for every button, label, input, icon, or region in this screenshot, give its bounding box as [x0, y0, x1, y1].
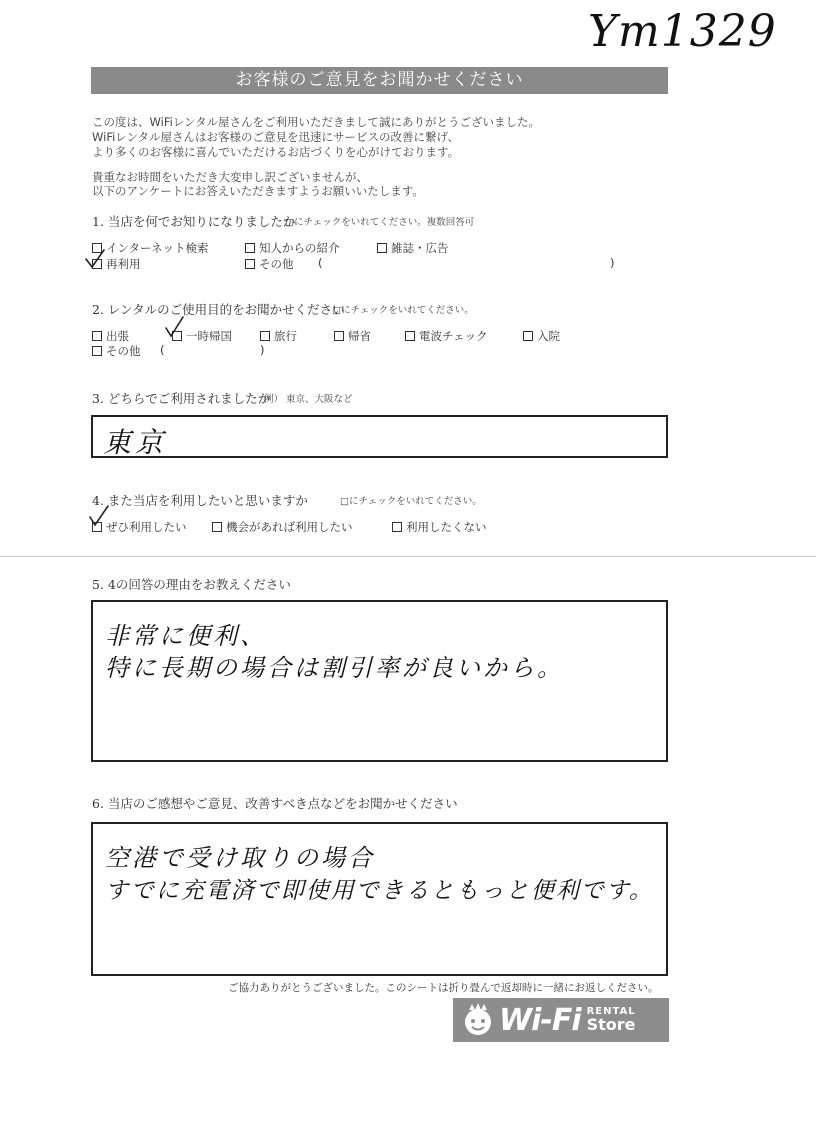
q4-option-no[interactable]: 利用したくない: [392, 519, 487, 535]
q6-answer-box[interactable]: [91, 822, 668, 976]
checkbox[interactable]: [523, 331, 533, 341]
q1-option-referral[interactable]: 知人からの紹介: [245, 240, 340, 256]
intro-line-2: WiFiレンタル屋さんはお客様のご意見を迅速にサービスの改善に繋げ、: [92, 130, 460, 144]
q6-answer-line-2: すでに充電済で即使用できるともっと便利です。: [105, 878, 654, 904]
brand-logo: [453, 998, 669, 1042]
checkbox[interactable]: [392, 522, 402, 532]
q2-option-other[interactable]: その他: [92, 343, 141, 359]
q4-hint: □にチェックをいれてください。: [340, 496, 482, 507]
q2-option-business[interactable]: 出張: [92, 328, 129, 344]
checkbox[interactable]: [405, 331, 415, 341]
q1-option-internet[interactable]: インターネット検索: [92, 240, 208, 256]
q2-title: 2. レンタルのご使用目的をお聞かせください: [92, 302, 345, 317]
q1-title: 1. 当店を何でお知りになりましたか: [92, 214, 296, 229]
q2-option-temporary-return[interactable]: 一時帰国: [172, 328, 232, 344]
checkbox[interactable]: [245, 259, 255, 269]
intro-line-5: 以下のアンケートにお答えいただきますようお願いいたします。: [92, 184, 424, 198]
logo-subtext: [587, 1007, 636, 1033]
q2-option-travel[interactable]: 旅行: [260, 328, 297, 344]
q3-title: 3. どちらでご利用されましたか: [92, 391, 271, 406]
check-mark-icon: [88, 505, 110, 527]
q2-option-hospital[interactable]: 入院: [523, 328, 560, 344]
mascot-icon: [459, 1001, 497, 1039]
check-mark-icon: [84, 248, 106, 270]
checkbox[interactable]: [245, 243, 255, 253]
q1-option-other[interactable]: その他: [245, 256, 294, 272]
q4-option-if-chance[interactable]: 機会があれば利用したい: [212, 519, 353, 535]
q3-hint: 例） 東京、大阪など: [264, 394, 353, 405]
q6-answer-line-1: 空港で受け取りの場合: [105, 844, 375, 872]
q1-other-paren-open: (: [318, 256, 323, 270]
logo-wifi-text: Wi-Fi: [499, 1002, 581, 1038]
q4-title: 4. また当店を利用したいと思いますか: [92, 493, 308, 508]
q1-option-magazine[interactable]: 雑誌・広告: [377, 240, 449, 256]
checkbox[interactable]: [92, 331, 102, 341]
q1-option-reuse[interactable]: 再利用: [92, 256, 141, 272]
footer-note: ご協力ありがとうございました。このシートは折り畳んで返却時に一緒にお返しください。: [228, 982, 659, 994]
q3-answer-box[interactable]: [91, 415, 668, 458]
checkbox[interactable]: [92, 346, 102, 356]
check-mark-icon: [164, 316, 186, 338]
logo-store-text: Store: [586, 1015, 636, 1034]
intro-line-3: より多くのお客様に喜んでいただけるお店づくりを心がけております。: [92, 145, 460, 159]
checkbox[interactable]: [377, 243, 387, 253]
q5-answer-line-1: 非常に便利、: [105, 622, 267, 650]
checkbox[interactable]: [212, 522, 222, 532]
checkbox[interactable]: [334, 331, 344, 341]
q5-title: 5. 4の回答の理由をお教えください: [92, 577, 291, 592]
q6-title: 6. 当店のご感想やご意見、改善すべき点などをお聞かせください: [92, 796, 458, 811]
q2-hint: □にチェックをいれてください。: [332, 305, 474, 316]
logo-rental-text: RENTAL: [586, 1006, 636, 1017]
intro-line-1: この度は、WiFiレンタル屋さんをご利用いただきまして誠にありがとうございました。: [92, 115, 541, 129]
document-id: Ym1329: [588, 6, 777, 57]
q2-other-paren-close: ): [260, 343, 265, 357]
q2-option-homecoming[interactable]: 帰省: [334, 328, 371, 344]
q1-other-paren-close: ): [610, 256, 615, 270]
q5-answer-box[interactable]: [91, 600, 668, 762]
q3-answer-text: 東京: [103, 426, 168, 459]
fold-line: [0, 556, 816, 557]
survey-title: お客様のご意見をお聞かせください: [91, 67, 668, 94]
q2-other-paren-open: (: [160, 343, 165, 357]
checkbox[interactable]: [260, 331, 270, 341]
q2-option-signal-check[interactable]: 電波チェック: [405, 328, 488, 344]
q4-option-definitely[interactable]: ぜひ利用したい: [92, 519, 187, 535]
q1-hint: □にチェックをいれてください。複数回答可: [285, 217, 475, 228]
intro-line-4: 貴重なお時間をいただき大変申し訳ございませんが、: [92, 170, 368, 184]
q5-answer-line-2: 特に長期の場合は割引率が良いから。: [105, 654, 564, 682]
